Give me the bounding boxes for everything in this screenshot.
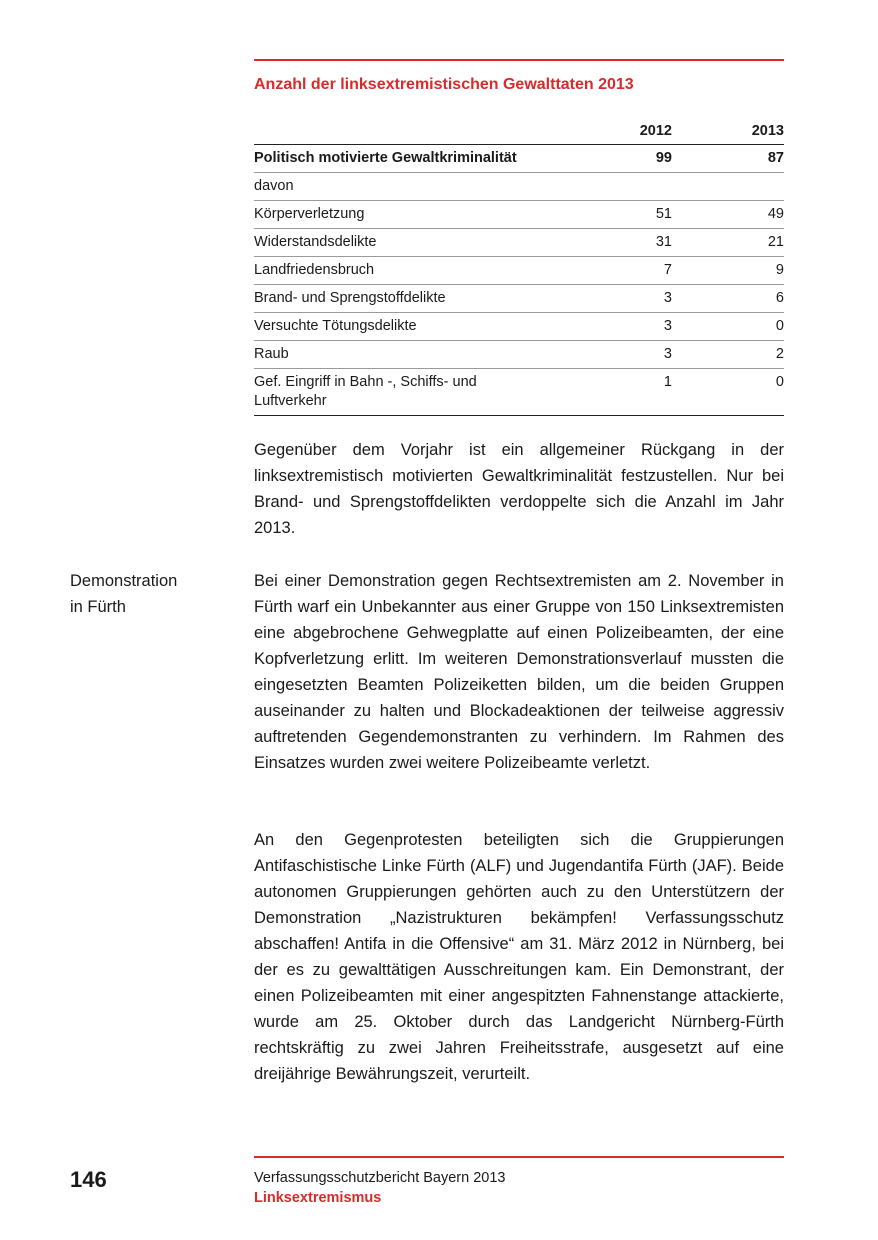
value-2012: 51 [560, 201, 672, 229]
top-red-rule [254, 59, 784, 61]
row-label: Brand- und Sprengstoffdelikte [254, 285, 560, 313]
value-2012: 31 [560, 229, 672, 257]
table-row [254, 285, 784, 313]
margin-note-line: in Fürth [70, 598, 126, 616]
row-label: davon [254, 173, 560, 201]
footer-red-rule [254, 1156, 784, 1158]
value-2013: 6 [672, 285, 784, 313]
table-row [254, 257, 784, 285]
section-title: Linksextremismus [254, 1190, 382, 1206]
paragraph-summary: Gegenüber dem Vorjahr ist ein allgemeiner Rückgang in der linksextremistisch motivierten Gewaltkriminalität festzustellen. Nur bei Brand- und Sprengstoffdelikten verdoppelte sich die Anzahl im Jahr 2013. [254, 441, 784, 537]
value-2013: 21 [672, 229, 784, 257]
value-2012: 1 [560, 369, 672, 416]
table-header-row [254, 118, 784, 145]
value-2013 [672, 173, 784, 201]
row-label-text: Gef. Eingriff in Bahn -, Schiffs- und Luftverkehr [254, 374, 477, 409]
paragraph-counterprotest: An den Gegenprotesten beteiligten sich die Gruppierungen Antifaschistische Linke Fürth (ALF) und Jugendantifa Fürth (JAF). Beide autonomen Gruppierungen gehörten auch zu den Unterstützern der Demonstration „Nazistrukturen bekämpfen! Verfassungsschutz abschaffen! Antifa in die Offensive“ am 31. März 2012 in Nürnberg, bei der es zu gewalttätigen Ausschreitungen kam. Ein Demonstrant, der einen Polizeibeamten mit einer angespitzten Fahnenstange attackierte, wurde am 25. Oktober durch das Landgericht Nürnberg-Fürth rechtskräftig zu zwei Jahren Freiheitsstrafe, ausgesetzt auf eine dreijährige Bewährungszeit, verurteilt. [254, 831, 784, 1083]
col-2013-header: 2013 [672, 118, 784, 145]
value-2012: 7 [560, 257, 672, 285]
row-label [254, 369, 560, 416]
row-label: Raub [254, 341, 560, 369]
table-row [254, 145, 784, 173]
table-row [254, 229, 784, 257]
row-label: Versuchte Tötungsdelikte [254, 313, 560, 341]
value-2012 [560, 173, 672, 201]
table-row [254, 201, 784, 229]
row-label: Körperverletzung [254, 201, 560, 229]
margin-note-line: Demonstration [70, 572, 178, 590]
value-2013: 0 [672, 313, 784, 341]
value-2012: 3 [560, 341, 672, 369]
value-2013: 49 [672, 201, 784, 229]
value-2013: 9 [672, 257, 784, 285]
value-2012: 99 [560, 145, 672, 173]
col-2012-header: 2012 [560, 118, 672, 145]
row-label: Landfriedensbruch [254, 257, 560, 285]
table-header-label [254, 118, 560, 145]
margin-note [70, 568, 240, 620]
table-row [254, 313, 784, 341]
value-2013: 87 [672, 145, 784, 173]
table-row [254, 369, 784, 416]
publication-title: Verfassungsschutzbericht Bayern 2013 [254, 1170, 506, 1186]
paragraph-demonstration: Bei einer Demonstration gegen Rechtsextremisten am 2. November in Fürth warf ein Unbekannter aus einer Gruppe von 150 Linksextremisten eine abgebrochene Gehwegplatte auf einen Polizeibeamten, der eine Kopfverletzung erlitt. Im weiteren Demonstrationsverlauf mussten die eingesetzten Beamten Polizeiketten bilden, um die beiden Gruppen auseinander zu halten und Blockadeaktionen der teilweise aggressiv auftretenden Gegendemonstranten zu verhindern. Im Rahmen des Einsatzes wurden zwei weitere Polizeibeamte verletzt. [254, 572, 784, 772]
table-row [254, 173, 784, 201]
value-2013: 0 [672, 369, 784, 416]
value-2012: 3 [560, 285, 672, 313]
page-number: 146 [70, 1167, 107, 1192]
table-title: Anzahl der linksextremistischen Gewalttaten 2013 [254, 76, 634, 93]
row-label: Politisch motivierte Gewaltkriminalität [254, 145, 560, 173]
row-label: Widerstandsdelikte [254, 229, 560, 257]
statistics-table [254, 118, 784, 416]
table-row [254, 341, 784, 369]
value-2012: 3 [560, 313, 672, 341]
value-2013: 2 [672, 341, 784, 369]
